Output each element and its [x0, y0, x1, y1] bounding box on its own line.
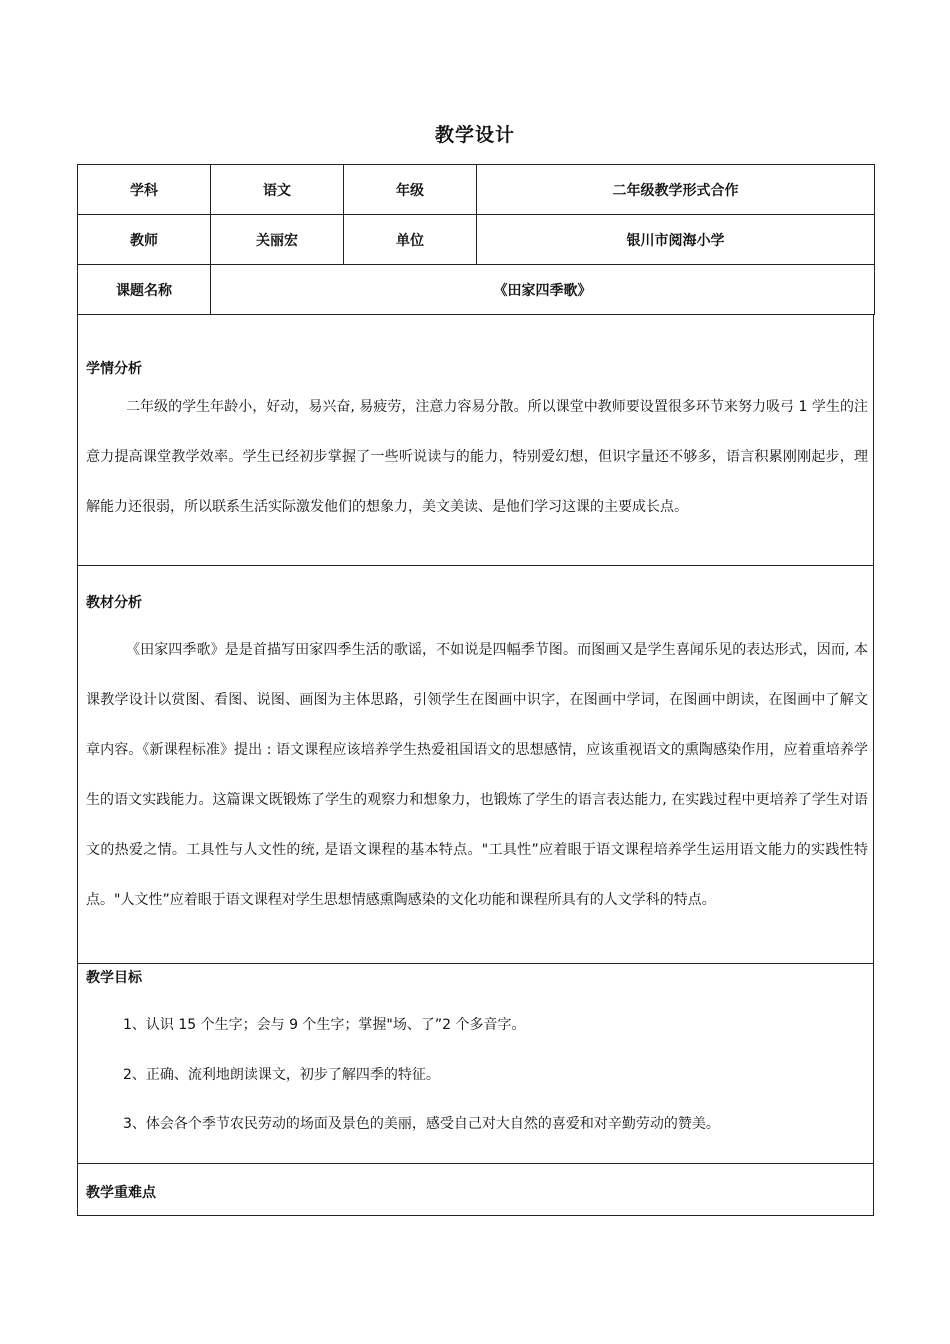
table-row	[78, 265, 875, 315]
info-table	[77, 164, 875, 315]
table-row	[78, 165, 875, 215]
student-analysis-section	[77, 315, 874, 566]
unit-label: 单位	[344, 215, 477, 265]
material-analysis-heading: 教材分析	[86, 595, 142, 611]
teacher-value: 关丽宏	[211, 215, 344, 265]
goal-item: 2、正确、流利地朗读课文，初步了解四季的特征。	[123, 1067, 440, 1083]
key-points-heading: 教学重难点	[86, 1185, 156, 1201]
goal-item: 1、认识 15 个生字；会与 9 个生字；掌握"场、了”2 个多音字。	[123, 1017, 526, 1033]
teacher-label: 教师	[78, 215, 211, 265]
teaching-goals-heading: 教学目标	[86, 970, 142, 986]
grade-label: 年级	[344, 165, 477, 215]
material-analysis-text: 《田家四季歌》是是首描写田家四季生活的歌谣，不如说是四幅季节图。而图画又是学生喜闻乐见的表达形式，因而, 本课教学设计以赏图、看图、说图、画图为主体思路，引领学生在图画中识字，在图画中学词，在图画中朗读，在图画中了解文章内容。《新课程标准》提出 : 语文课程应该培养学生热爱祖国语文的思想感情，应该重视语文的熏陶感染作用，应着重培养学生的语文实践能力。这篇课文既锻炼了学生的观察力和想象力，也锻炼了学生的语言表达能力, 在实践过程中更培养了学生对语文的热爱之情。工具性与人文性的统, 是语文课程的基本特点。"工具性”应着眼于语文课程培养学生运用语文能力的实践性特点。"人文性”应着眼于语文课程对学生思想情感熏陶感染的文化功能和课程所具有的人文学科的特点。	[86, 642, 868, 908]
topic-value: 《田家四季歌》	[211, 265, 875, 315]
key-points-section	[77, 1163, 874, 1216]
goal-item: 3、体会各个季节农民劳动的场面及景色的美丽，感受自己对大自然的喜爱和对辛勤劳动的赞美。	[123, 1116, 720, 1132]
material-analysis-section	[77, 565, 874, 964]
table-row	[78, 215, 875, 265]
grade-value: 二年级教学形式合作	[477, 165, 875, 215]
subject-label: 学科	[78, 165, 211, 215]
topic-label: 课题名称	[78, 265, 211, 315]
student-analysis-heading: 学情分析	[86, 361, 142, 377]
subject-value: 语文	[211, 165, 344, 215]
unit-value: 银川市阅海小学	[477, 215, 875, 265]
document-title: 教学设计	[434, 124, 515, 146]
teaching-goals-section	[77, 963, 874, 1164]
student-analysis-text: 二年级的学生年龄小，好动，易兴奋, 易疲劳，注意力容易分散。所以课堂中教师要设置很多环节来努力吸弓 1 学生的注意力提高课堂教学效率。学生已经初步掌握了一些听说读与的能力，特别爱幻想，但识字量还不够多，语言积累刚刚起步，理解能力还很弱，所以联系生活实际激发他们的想象力，美文美读、是他们学习这课的主要成长点。	[86, 399, 868, 515]
